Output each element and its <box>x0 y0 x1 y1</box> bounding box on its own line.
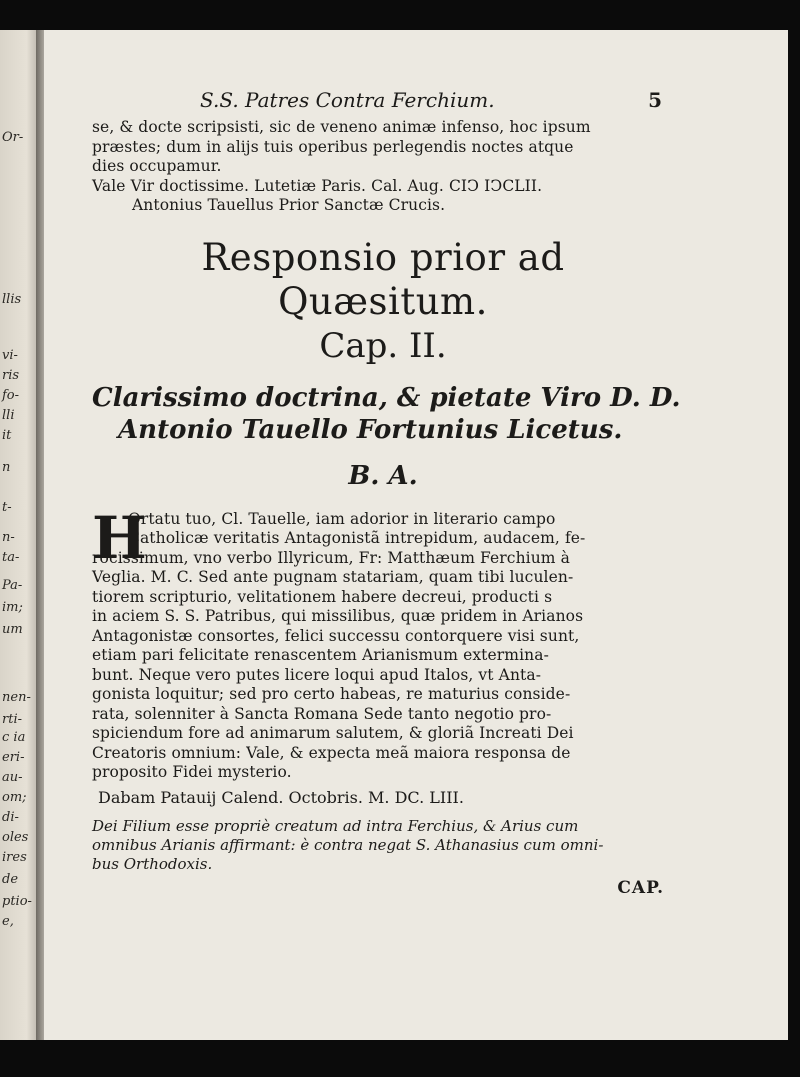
facing-page-fragment: ta- <box>2 550 20 565</box>
signature-line: Antonius Tauellus Prior Sanctæ Crucis. <box>132 196 446 214</box>
catchword: CAP. <box>617 877 664 898</box>
facing-page-fragment: n- <box>2 530 15 545</box>
chapter-heading: Cap. II. <box>319 325 447 366</box>
facing-page-fragment: vi- <box>2 348 18 363</box>
facing-page-fragment: Pa- <box>2 578 23 593</box>
facing-page-fragment: c ia <box>2 730 26 745</box>
text-line: Creatoris omnium: Vale, & expecta meã maiora responsa de <box>92 743 571 762</box>
running-head <box>92 88 674 112</box>
facing-page-fragment: um <box>2 622 23 637</box>
facing-page-fragment: au- <box>2 770 23 785</box>
facing-page-fragment: im; <box>2 600 23 615</box>
page-number: 5 <box>648 88 662 112</box>
argument-line: omnibus Arianis affirmant: è contra negat S. Athanasius cum omni- <box>92 835 604 854</box>
facing-page-fragment: ires <box>2 850 27 865</box>
dedication-line: Antonio Tauello Fortunius Licetus. <box>118 414 623 445</box>
text-line: Antagonistæ consortes, felici successu contorquere visi sunt, <box>92 626 580 645</box>
text-line: in aciem S. S. Patribus, qui missilibus, quæ pridem in Arianos <box>92 607 584 625</box>
facing-page-fragment: llis <box>2 292 22 307</box>
facing-page-fragment: t- <box>2 500 12 515</box>
text-line: rocissimum, vno verbo Illyricum, Fr: Matthæum Ferchium à <box>92 548 570 567</box>
facing-page-fragment: it <box>2 428 12 443</box>
text-line: rata, solenniter à Sancta Romana Sede tanto negotio pro- <box>92 704 552 723</box>
opening-paragraph <box>92 118 674 216</box>
drop-cap: H <box>92 503 147 572</box>
text-line: Veglia. M. C. Sed ante pugnam statariam, quam tibi luculen- <box>92 568 574 586</box>
facing-page-fragment: e, <box>2 914 14 929</box>
facing-page-fragment: di- <box>2 810 19 825</box>
text-line: bunt. Neque vero putes licere loqui apud Italos, vt Anta- <box>92 665 542 684</box>
argument-line: Dei Filium esse propriè creatum ad intra Ferchius, & Arius cum <box>92 816 579 835</box>
facing-page-fragment: rti- <box>2 712 22 727</box>
facing-page-fragment: n <box>2 460 11 475</box>
initials-heading: B. A. <box>348 460 418 491</box>
facing-page-fragment: lli <box>2 408 15 423</box>
date-line: Dabam Patauij Calend. Octobris. M. DC. LIII. <box>98 787 464 807</box>
facing-page-fragment: ptio- <box>2 894 32 909</box>
text-line: præstes; dum in alijs tuis operibus perlegendis noctes atque <box>92 137 574 156</box>
text-line: tiorem scripturio, velitationem habere decreui, producti s <box>92 587 553 606</box>
facing-page-fragment: fo- <box>2 388 20 403</box>
argument-line: bus Orthodoxis. <box>92 854 213 873</box>
text-line: gonista loquitur; sed pro certo habeas, re maturius conside- <box>92 685 571 703</box>
section-title: Responsio prior ad Quæsitum. <box>201 235 565 323</box>
text-line: se, & docte scripsisti, sic de veneno animæ infenso, hoc ipsum <box>92 118 591 136</box>
text-line: proposito Fidei mysterio. <box>92 763 292 781</box>
facing-page-edge <box>0 30 38 1040</box>
closing-line: Vale Vir doctissime. Lutetiæ Paris. Cal. Aug. CIↃ IↃCLII. <box>92 176 543 195</box>
facing-page-fragment: oles <box>2 830 29 845</box>
text-line: Ortatu tuo, Cl. Tauelle, iam adorior in literario campo <box>128 509 556 528</box>
running-head-title: S.S. Patres Contra Ferchium. <box>200 88 495 112</box>
text-line: Catholicæ veritatis Antagonistã intrepidum, audacem, fe- <box>128 529 586 547</box>
facing-page-fragment: eri- <box>2 750 25 765</box>
text-line: spiciendum fore ad animarum salutem, & gloriã Increati Dei <box>92 724 574 742</box>
facing-page-fragment: om; <box>2 790 27 805</box>
facing-page-fragment: nen- <box>2 690 31 705</box>
facing-page-fragment: de <box>2 872 19 887</box>
page-text-block <box>92 88 681 898</box>
dedication-line: Clarissimo doctrina, & pietate Viro D. D. <box>92 382 681 413</box>
book-page <box>44 30 788 1040</box>
facing-page-fragment: Or- <box>2 130 24 145</box>
text-line: etiam pari felicitate renascentem Arianismum extermina- <box>92 646 549 664</box>
text-line: dies occupamur. <box>92 157 222 175</box>
letter-body <box>92 503 674 783</box>
chapter-argument <box>92 817 674 874</box>
facing-page-fragment: ris <box>2 368 20 383</box>
